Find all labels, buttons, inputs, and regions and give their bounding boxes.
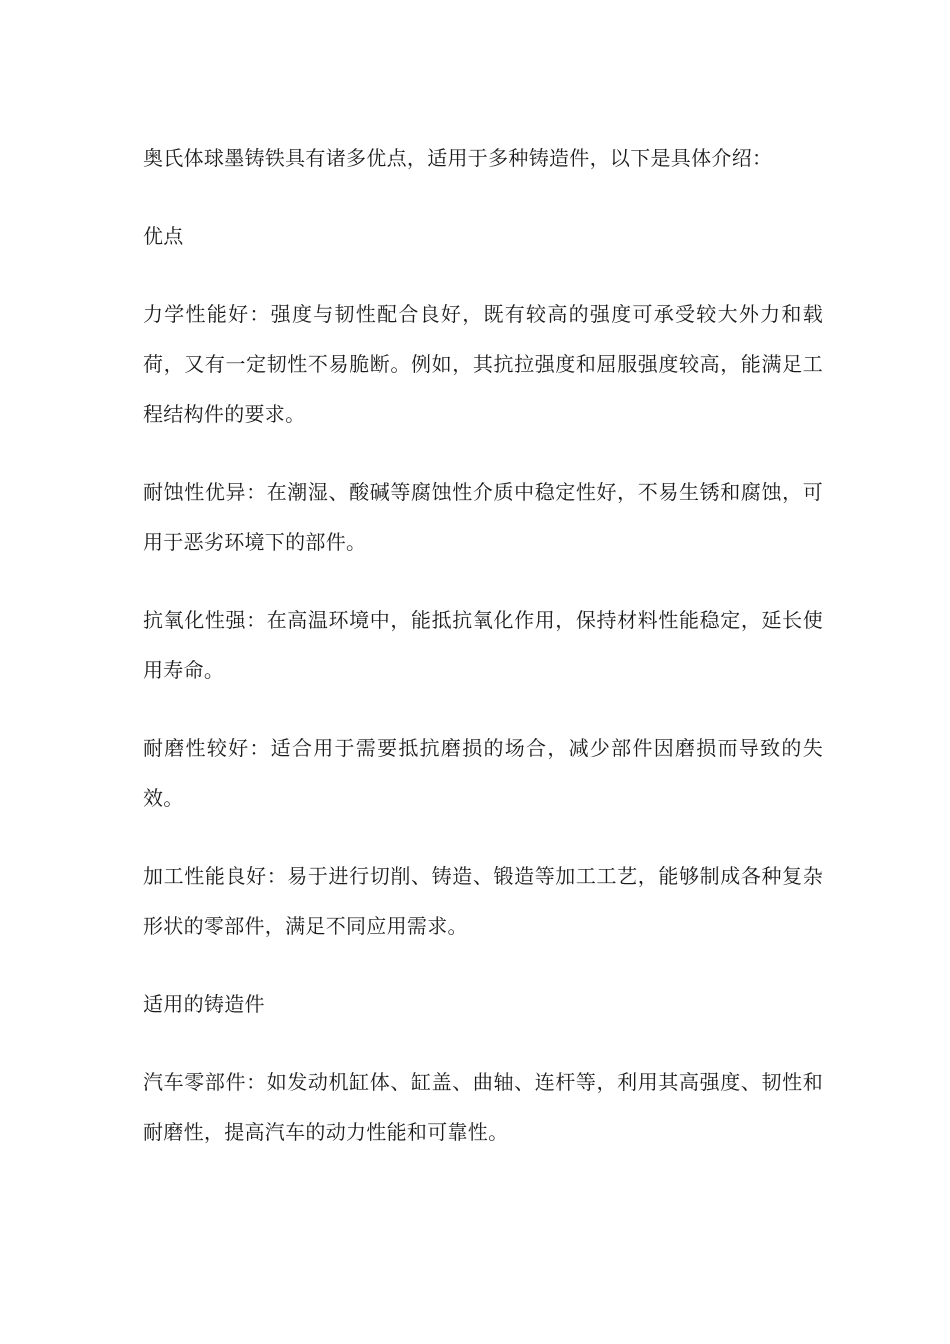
section-heading-advantages: 优点	[143, 224, 184, 248]
intro-paragraph: 奥氏体球墨铸铁具有诸多优点，适用于多种铸造件，以下是具体介绍：	[143, 146, 773, 170]
advantage-paragraph: 耐磨性较好：适合用于需要抵抗磨损的场合，减少部件因磨损而导致的失效。	[143, 736, 823, 810]
advantage-paragraph: 抗氧化性强：在高温环境中，能抵抗氧化作用，保持材料性能稳定，延长使用寿命。	[143, 608, 823, 682]
advantage-paragraph: 加工性能良好：易于进行切削、铸造、锻造等加工工艺，能够制成各种复杂形状的零部件，满足不同应用需求。	[143, 864, 823, 938]
application-paragraph: 汽车零部件：如发动机缸体、缸盖、曲轴、连杆等，利用其高强度、韧性和耐磨性，提高汽车的动力性能和可靠性。	[143, 1070, 823, 1144]
advantage-paragraph: 耐蚀性优异：在潮湿、酸碱等腐蚀性介质中稳定性好，不易生锈和腐蚀，可用于恶劣环境下的部件。	[143, 480, 823, 554]
advantage-paragraph: 力学性能好：强度与韧性配合良好，既有较高的强度可承受较大外力和载荷，又有一定韧性不易脆断。例如，其抗拉强度和屈服强度较高，能满足工程结构件的要求。	[143, 302, 823, 426]
section-heading-applications: 适用的铸造件	[143, 992, 265, 1016]
document-body	[143, 133, 823, 1157]
